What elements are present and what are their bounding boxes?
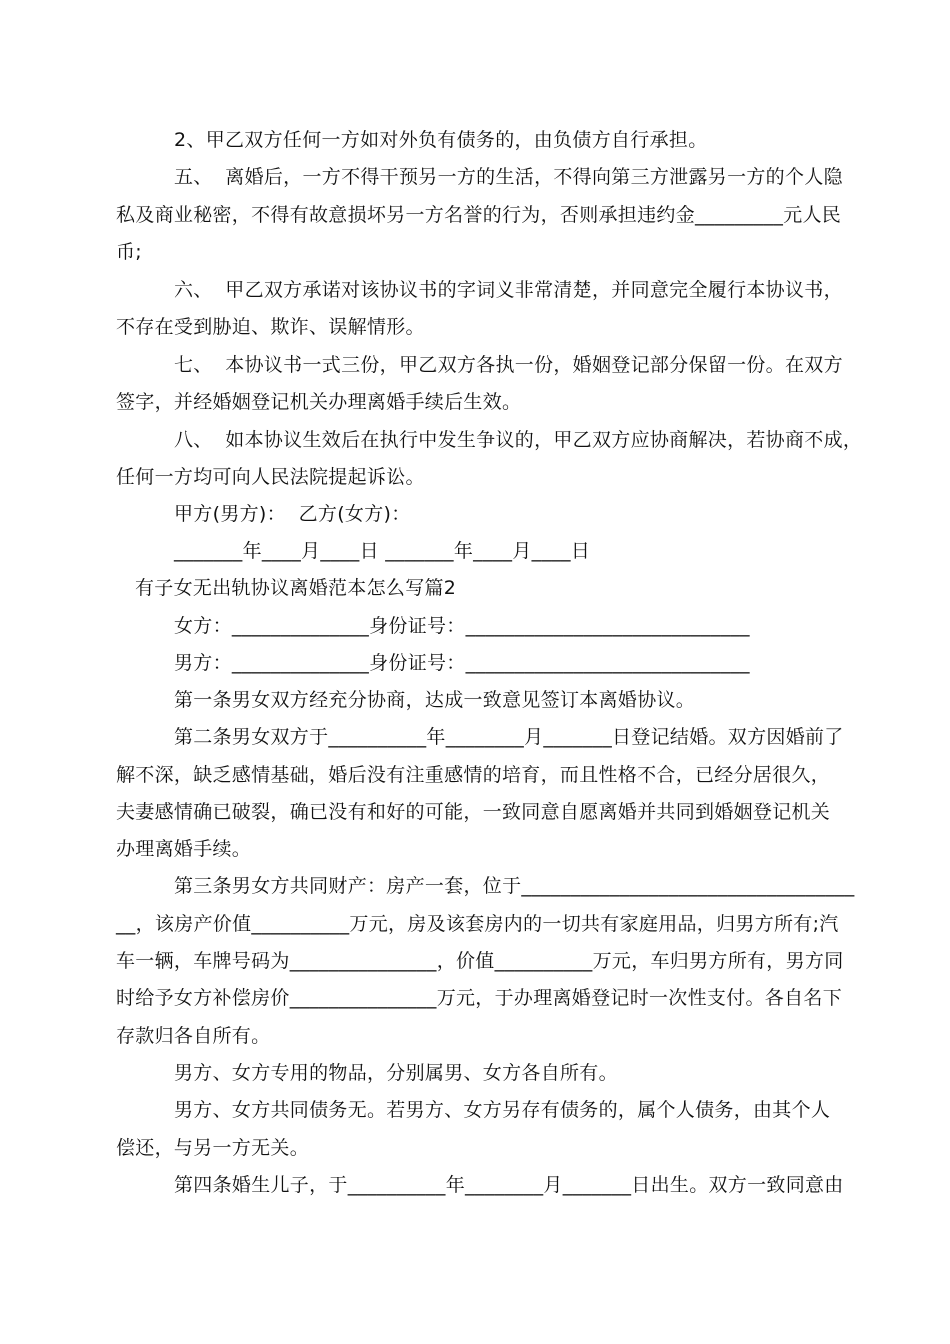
- clause-seven-line-2: 签字，并经婚姻登记机关办理离婚手续后生效。: [116, 391, 522, 413]
- article-three-line-3: 车一辆，车牌号码为_______________，价值__________万元，车归男方所有，男方同: [116, 950, 844, 972]
- signature-parties: 甲方(男方)： 乙方(女方)：: [174, 503, 411, 525]
- article-two-line-1: 第二条男女双方于__________年________月_______日登记结婚。双方因婚前了: [174, 726, 844, 748]
- article-one: 第一条男女双方经充分协商，达成一致意见签订本离婚协议。: [174, 689, 696, 711]
- clause-five-line-2: 私及商业秘密，不得有故意损坏另一方名誉的行为，否则承担违约金_________元人民: [116, 204, 842, 226]
- article-four-line-1: 第四条婚生儿子，于__________年________月_______日出生。双方一致同意由: [174, 1174, 844, 1196]
- clause-eight-line-1: 八、 如本协议生效后在执行中发生争议的，甲乙双方应协商解决，若协商不成，: [174, 429, 863, 451]
- clause-five-line-3: 币;: [116, 241, 143, 263]
- husband-id-line: 男方：______________身份证号：_____________________________: [174, 652, 750, 674]
- article-three-line-5: 存款归各自所有。: [116, 1025, 271, 1047]
- clause-seven-line-1: 七、 本协议书一式三份，甲乙双方各执一份，婚姻登记部分保留一份。在双方: [174, 354, 843, 376]
- clause-six-line-1: 六、 甲乙双方承诺对该协议书的字词义非常清楚，并同意完全履行本协议书，: [174, 279, 843, 301]
- article-three-line-1: 第三条男女方共同财产：房产一套，位于__________________________________: [174, 875, 855, 897]
- joint-debt-line-1: 男方、女方共同债务无。若男方、女方另存有债务的，属个人债务，由其个人: [174, 1099, 831, 1121]
- article-three-line-4: 时给予女方补偿房价_______________万元，于办理离婚登记时一次性支付。各自名下: [116, 987, 843, 1009]
- clause-debt-text: 2、甲乙双方任何一方如对外负有债务的，由负债方自行承担。: [174, 129, 708, 151]
- article-two-line-2: 解不深，缺乏感情基础，婚后没有注重感情的培育，而且性格不合，已经分居很久，: [116, 764, 831, 786]
- clause-eight-line-2: 任何一方均可向人民法院提起诉讼。: [116, 466, 425, 488]
- clause-six-line-2: 不存在受到胁迫、欺诈、误解情形。: [116, 316, 425, 338]
- article-two-line-4: 办理离婚手续。: [116, 838, 252, 860]
- signature-dates: _______年____月____日 _______年____月____日: [174, 540, 591, 562]
- clause-five-line-1: 五、 离婚后，一方不得干预另一方的生活，不得向第三方泄露另一方的个人隐: [174, 166, 843, 188]
- article-three-line-2: __，该房产价值__________万元，房及该套房内的一切共有家庭用品，归男方所有;汽: [116, 913, 839, 935]
- joint-debt-line-2: 偿还，与另一方无关。: [116, 1137, 310, 1159]
- personal-items-clause: 男方、女方专用的物品，分别属男、女方各自所有。: [174, 1062, 618, 1084]
- wife-id-line: 女方：______________身份证号：_____________________________: [174, 615, 750, 637]
- section-title: 有子女无出轨协议离婚范本怎么写篇2: [135, 577, 457, 599]
- article-two-line-3: 夫妻感情确已破裂，确已没有和好的可能，一致同意自愿离婚并共同到婚姻登记机关: [116, 801, 831, 823]
